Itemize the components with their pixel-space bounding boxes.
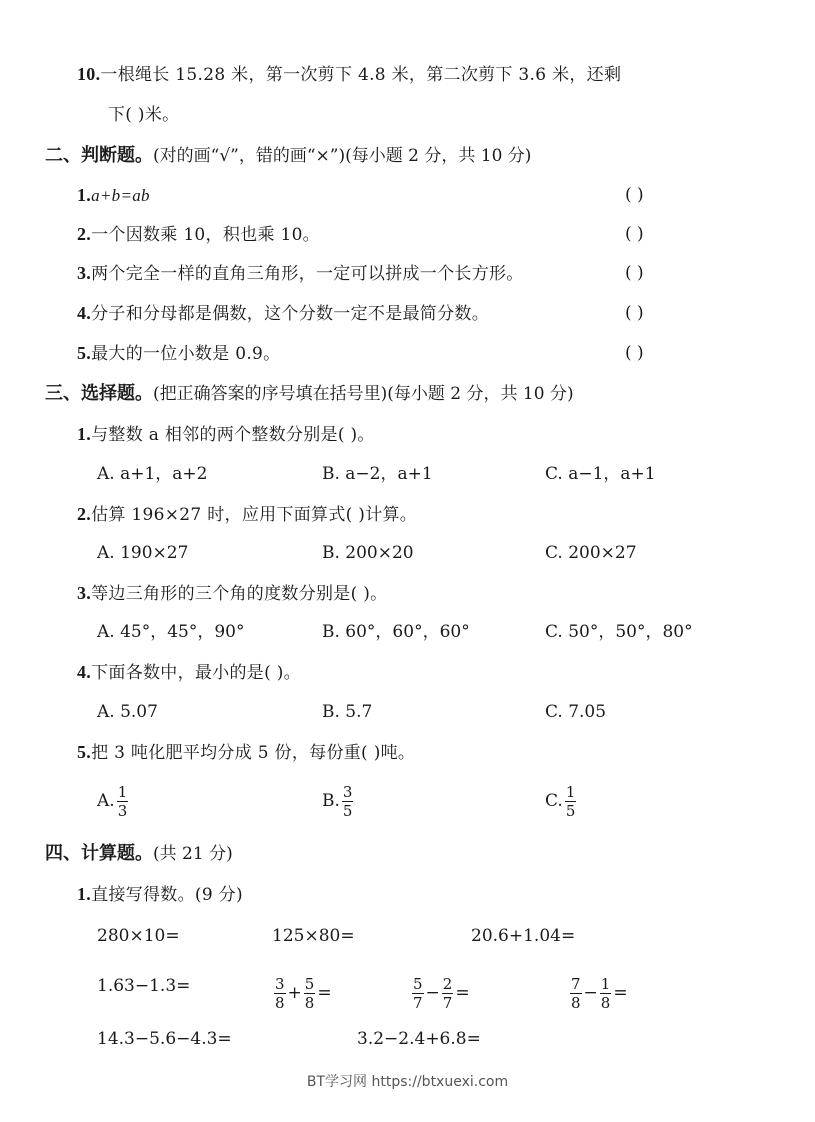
fraction: $\frac{1}{5}$ xyxy=(565,783,576,820)
option-c: C. 200×27 xyxy=(545,543,637,563)
answer-blank-2[interactable]: ( ) xyxy=(625,224,644,244)
option-c: C. 50°，50°，80° xyxy=(545,622,693,642)
item-text[interactable]: 估算 196×27 时，应用下面算式( )计算。 xyxy=(91,505,418,525)
item-text[interactable]: 与整数 a 相邻的两个整数分别是( )。 xyxy=(91,425,375,445)
option-a: A. 45°，45°，90° xyxy=(97,622,245,642)
answer-blank-1[interactable]: ( ) xyxy=(625,185,644,205)
item-text: a+b=ab xyxy=(91,186,150,205)
choice-item-5 xyxy=(77,741,415,764)
section-3-header xyxy=(45,383,574,405)
calc-sub-1 xyxy=(77,883,243,906)
judge-item-2 xyxy=(77,223,320,246)
option-a: A. $\frac{1}{3}$ xyxy=(97,783,128,820)
section-note: (共 21 分) xyxy=(153,844,233,864)
judge-item-3 xyxy=(77,262,524,285)
item-number: 2. xyxy=(77,504,92,524)
option-b: B. 5.7 xyxy=(322,702,373,722)
answer-blank-5[interactable]: ( ) xyxy=(625,343,644,363)
item-number: 2. xyxy=(77,224,92,244)
calc-expr[interactable]: 1.63−1.3= xyxy=(97,976,191,996)
item-number: 3. xyxy=(77,263,92,283)
option-a: A. 5.07 xyxy=(97,702,158,722)
option-c: C. 7.05 xyxy=(545,702,607,722)
option-b: B. 60°，60°，60° xyxy=(322,622,470,642)
item-number: 3. xyxy=(77,583,92,603)
calc-expr-fraction[interactable]: $\frac{7}{8}$ − $\frac{1}{8}$ = xyxy=(571,975,628,1012)
section-title: 三、选择题。 xyxy=(45,383,153,404)
question-text: 一根绳长 15.28 米，第一次剪下 4.8 米，第二次剪下 3.6 米，还剩 xyxy=(100,65,622,85)
item-number: 1. xyxy=(77,424,92,444)
choice-item-4 xyxy=(77,661,301,684)
item-number: 5. xyxy=(77,742,92,762)
item-text[interactable]: 把 3 吨化肥平均分成 5 份，每份重( )吨。 xyxy=(91,743,416,763)
fraction: $\frac{3}{5}$ xyxy=(342,783,353,820)
section-title: 四、计算题。 xyxy=(45,843,153,864)
choice-item-2 xyxy=(77,503,417,526)
section-note: (把正确答案的序号填在括号里)(每小题 2 分，共 10 分) xyxy=(153,384,574,404)
item-number: 5. xyxy=(77,343,92,363)
calc-expr[interactable]: 280×10= xyxy=(97,926,180,946)
item-number: 1. xyxy=(77,884,92,904)
option-b: B. a−2，a+1 xyxy=(322,464,433,484)
section-title: 二、判断题。 xyxy=(45,145,153,166)
section-note: (对的画“√”，错的画“×”)(每小题 2 分，共 10 分) xyxy=(153,146,532,166)
item-text: 两个完全一样的直角三角形，一定可以拼成一个长方形。 xyxy=(91,264,524,284)
item-number: 4. xyxy=(77,662,92,682)
choice-item-1 xyxy=(77,423,375,446)
item-text: 分子和分母都是偶数，这个分数一定不是最简分数。 xyxy=(91,304,490,324)
option-c: C. $\frac{1}{5}$ xyxy=(545,783,576,820)
option-b: B. $\frac{3}{5}$ xyxy=(322,783,353,820)
question-number: 10. xyxy=(77,64,101,84)
section-2-header xyxy=(45,145,531,167)
calc-expr[interactable]: 14.3−5.6−4.3= xyxy=(97,1029,232,1049)
judge-item-5 xyxy=(77,342,280,365)
option-a: A. a+1，a+2 xyxy=(97,464,208,484)
item-text: 直接写得数。(9 分) xyxy=(91,885,243,905)
watermark: BT学习网 https://btxuexi.com xyxy=(306,1074,509,1090)
calc-expr-fraction[interactable]: $\frac{5}{7}$ − $\frac{2}{7}$ = xyxy=(413,975,470,1012)
item-text: 最大的一位小数是 0.9。 xyxy=(91,344,281,364)
question-10 xyxy=(77,63,621,86)
calc-expr[interactable]: 20.6+1.04= xyxy=(471,926,576,946)
item-number: 1. xyxy=(77,185,92,205)
option-c: C. a−1，a+1 xyxy=(545,464,656,484)
item-text[interactable]: 等边三角形的三个角的度数分别是( )。 xyxy=(91,584,388,604)
calc-expr[interactable]: 125×80= xyxy=(272,926,355,946)
question-10-blank-line[interactable]: 下( )米。 xyxy=(108,105,180,125)
item-number: 4. xyxy=(77,303,92,323)
section-4-header xyxy=(45,843,233,865)
judge-item-1 xyxy=(77,184,150,207)
answer-blank-4[interactable]: ( ) xyxy=(625,303,644,323)
choice-item-3 xyxy=(77,582,387,605)
item-text[interactable]: 下面各数中，最小的是( )。 xyxy=(91,663,301,683)
fraction: $\frac{1}{3}$ xyxy=(117,783,128,820)
item-text: 一个因数乘 10，积也乘 10。 xyxy=(91,225,320,245)
answer-blank-3[interactable]: ( ) xyxy=(625,263,644,283)
calc-expr-fraction[interactable]: $\frac{3}{8}$ + $\frac{5}{8}$ = xyxy=(275,975,332,1012)
option-a: A. 190×27 xyxy=(97,543,189,563)
judge-item-4 xyxy=(77,302,489,325)
calc-expr[interactable]: 3.2−2.4+6.8= xyxy=(357,1029,481,1049)
option-b: B. 200×20 xyxy=(322,543,414,563)
